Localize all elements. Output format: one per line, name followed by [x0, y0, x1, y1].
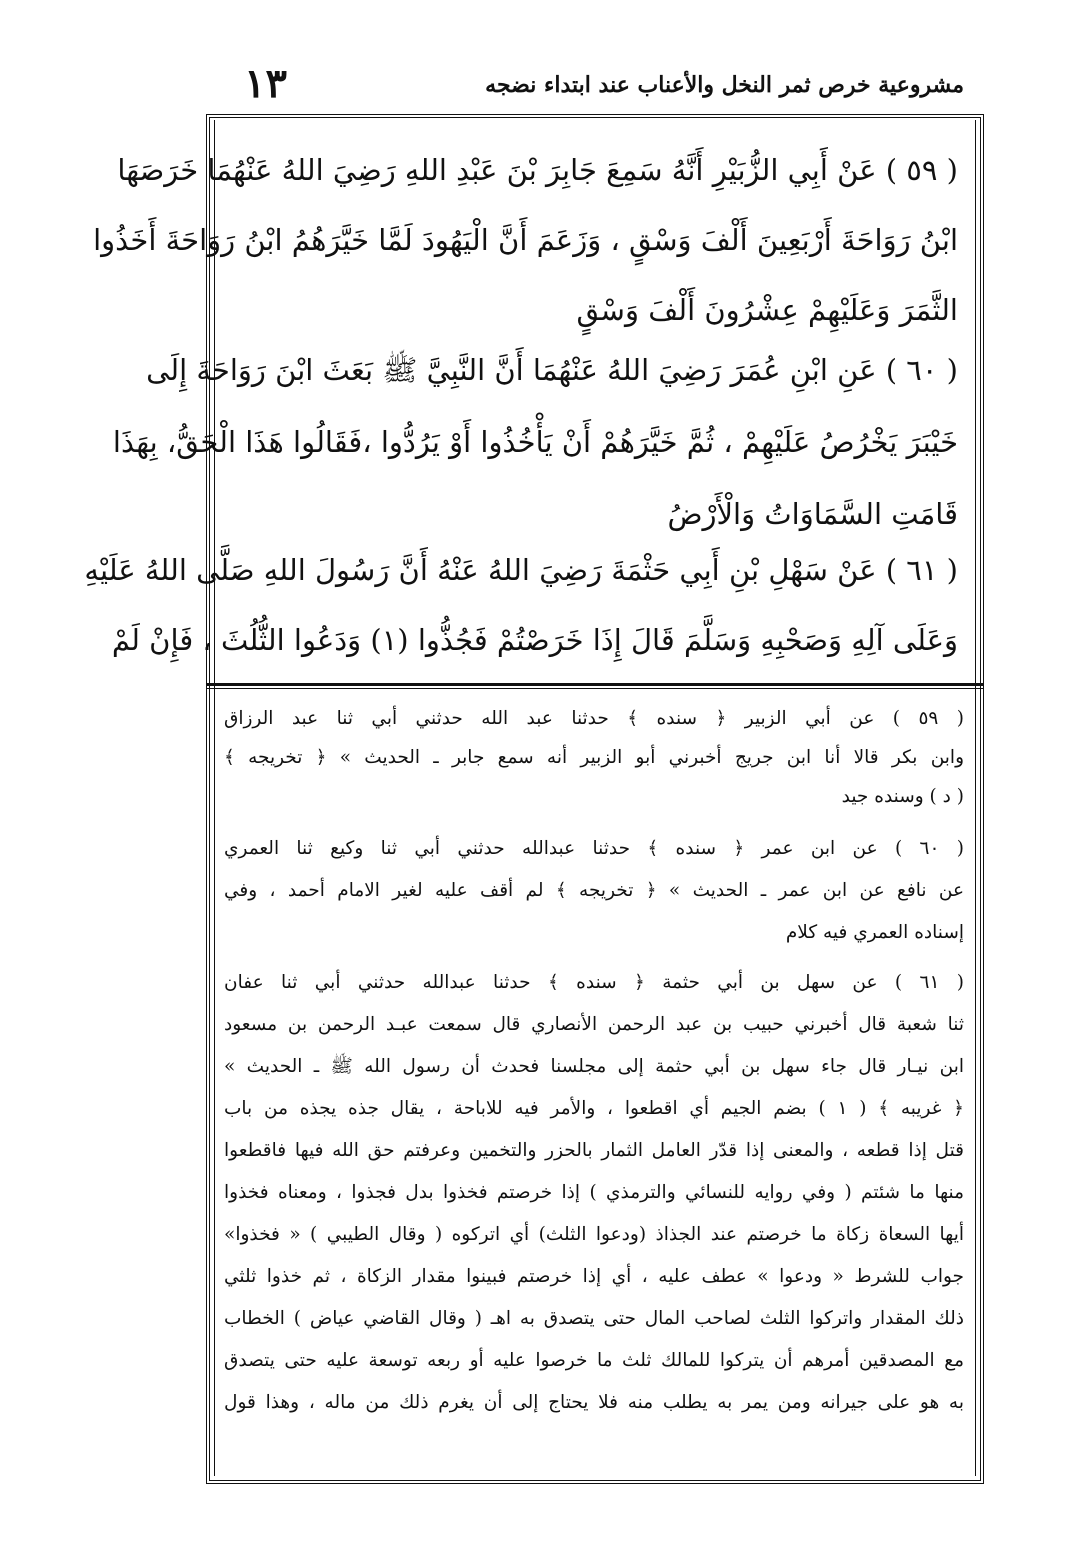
- hadith-line: ( ٥٩ ) عَنْ أَبِي الزُّبَيْرِ أَنَّهُ سَمِعَ جَابِرَ بْنَ عَبْدِ اللهِ رَضِيَ اللهُ عَنْهُمَا خَرَصَهَا: [117, 153, 958, 187]
- note-line: أيها السعاة زكاة ما خرصتم عند الجذاذ (ودعوا الثلث) أي اتركوه ( وقال الطيبي ) « فخذوا»: [224, 1224, 964, 1245]
- note-line: عن نافع عن ابن عمر ـ الحديث » ﴿ تخريجه ﴾ لم أقف عليه لغير الامام أحمد ، وفي: [224, 880, 964, 901]
- note-line: ثنا شعبة قال أخبرني حبيب بن عبد الرحمن الأنصاري قال سمعت عبـد الرحمن بن مسعود: [224, 1014, 964, 1035]
- hadith-line: ابْنُ رَوَاحَةَ أَرْبَعِينَ أَلْفَ وَسْقٍ ، وَزَعَمَ أَنَّ الْيَهُودَ لَمَّا خَيَّرَهُمُ ابْنُ رَوَاحَةَ أَخَذُوا: [93, 223, 958, 257]
- page-header: [200, 60, 1000, 110]
- hadith-line: خَيْبَرَ يَخْرُصُ عَلَيْهِمْ ، ثُمَّ خَيَّرَهُمْ أَنْ يَأْخُذُوا أَوْ يَرُدُّوا ،فَقَالُوا هَذَا الْحَقُّ، بِهَذَا: [112, 425, 958, 459]
- running-title: مشروعية خرص ثمر النخل والأعناب عند ابتداء نضجه: [485, 72, 964, 98]
- note-line: ابن نيـار قال جاء سهل بن أبي حثمة إلى مجلسنا فحدث أن رسول الله ﷺ ـ الحديث »: [224, 1056, 964, 1077]
- footnotes: [224, 700, 964, 1480]
- note-line: ( ٦١ ) عن سهل بن أبي حثمة ﴿ سنده ﴾ حدثنا عبدالله حدثني أبي ثنا عفان: [224, 972, 964, 993]
- hadith-line: وَعَلَى آلِهِ وَصَحْبِهِ وَسَلَّمَ قَالَ إِذَا خَرَصْتُمْ فَجُذُّوا (١) وَدَعُوا الثُّلُثَ ، فَإِنْ لَمْ: [111, 623, 958, 657]
- note-line: ﴿ غريبه ﴾ ( ١ ) بضم الجيم أي اقطعوا ، والأمر فيه للاباحة ، يقال جذه يجذه من باب: [224, 1098, 964, 1119]
- note-line: ( ٦٠ ) عن ابن عمر ﴿ سنده ﴾ حدثنا عبدالله حدثني أبي ثنا وكيع ثنا العمري: [224, 838, 964, 859]
- hadith-line: ( ٦١ ) عَنْ سَهْلِ بْنِ أَبِي حَثْمَةَ رَضِيَ اللهُ عَنْهُ أَنَّ رَسُولَ اللهِ صَلَّى اللهُ عَلَيْهِ: [84, 553, 958, 587]
- note-line: ( ٥٩ ) عن أبي الزبير ﴿ سنده ﴾ حدثنا عبد الله حدثني أبي ثنا عبد الرزاق: [224, 708, 964, 729]
- note-line: وابن بكر قالا أنا ابن جريج أخبرني أبو الزبير أنه سمع جابر ـ الحديث » ﴿ تخريجه ﴾: [224, 747, 964, 768]
- hadith-line: ( ٦٠ ) عَنِ ابْنِ عُمَرَ رَضِيَ اللهُ عَنْهُمَا أَنَّ النَّبِيَّ ﷺ بَعَثَ ابْنَ رَوَاحَةَ إِلَى: [146, 353, 958, 387]
- note-line: منها ما شئتم ( وفي روايه للنسائي والترمذي ) إذا خرصتم فخذوا بدل فجذوا ، ومعناه فخذوا: [224, 1182, 964, 1203]
- hadith-line: الثَّمَرَ وَعَلَيْهِمْ عِشْرُونَ أَلْفَ وَسْقٍ: [576, 293, 958, 327]
- note-line: إسناده العمري فيه كلام: [785, 922, 964, 943]
- page-number: ١٣: [244, 60, 287, 107]
- hadith-line: قَامَتِ السَّمَاوَاتُ وَالْأَرْضُ: [667, 497, 958, 531]
- footnote-divider: [206, 683, 984, 689]
- note-line: قتل إذا قطعه ، والمعنى إذا قدّر العامل الثمار بالحزر والتخمين وعرفتم حق الله فيها فاقطعوا: [224, 1140, 964, 1161]
- note-line: به هو على جيرانه ومن يمر به يطلب منه فلا يحتاج إلى أن يغرم ذلك من ماله ، وهذا قول: [224, 1392, 964, 1413]
- note-line: مع المصدقين أمرهم أن يتركوا للمالك ثلث ما خرصوا عليه أو ربعه توسعة عليه حتى يتصدق: [224, 1350, 964, 1371]
- note-line: ذلك المقدار واتركوا الثلث لصاحب المال حتى يتصدق به اهـ ( وقال القاضي عياض ) الخطاب: [224, 1308, 964, 1329]
- note-line: ( د ) وسنده جيد: [841, 786, 964, 807]
- note-line: جواب للشرط « ودعوا » عطف عليه ، أي إذا خرصتم فبينوا مقدار الزكاة ، ثم خذوا ثلثي: [224, 1266, 964, 1287]
